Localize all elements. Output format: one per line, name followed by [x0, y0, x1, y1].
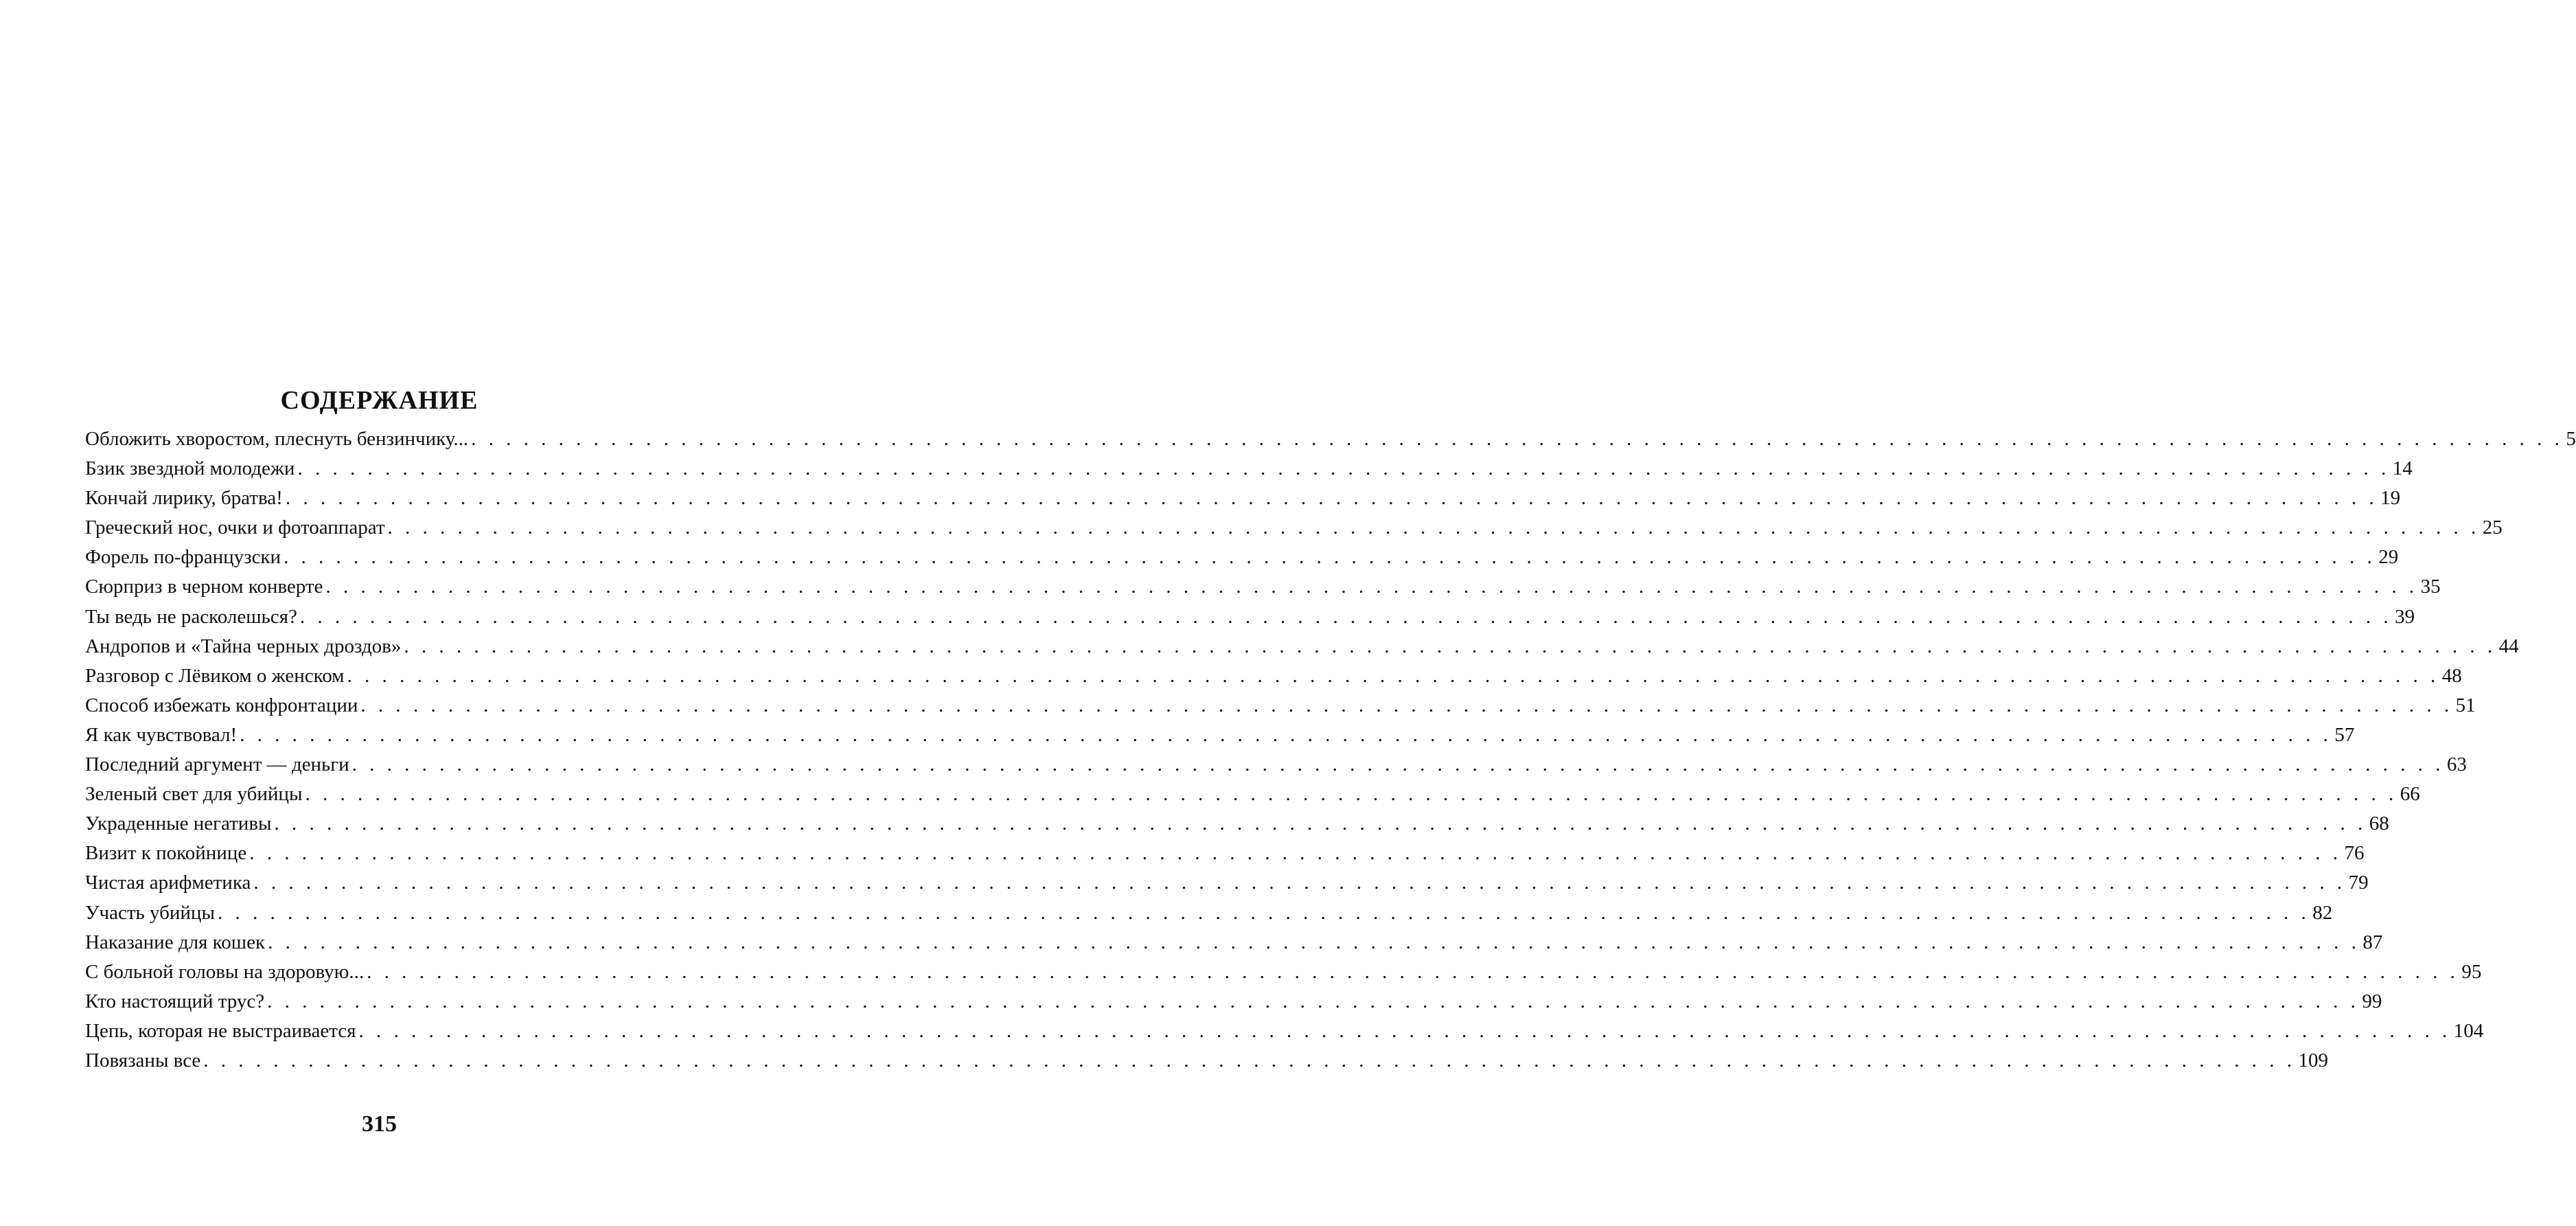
- dot-leader: . . . . . . . . . . . . . . . . . . . . . . . . . . . . . . . . . . . . . . . . . . . . . . . . . . . . . . . . . . . . . . . . . . . . . . . . . . . . . . . . . . . . . . . . . . . . . . . . . . . . . . . . . . . . . . . . . . . . . . . .: [285, 487, 2378, 510]
- toc-entry: [85, 750, 2467, 780]
- toc-entry: [85, 543, 2399, 572]
- toc-entry: [85, 868, 2369, 898]
- toc-entry: [85, 661, 2462, 691]
- toc-entry-title: Визит к покойнице: [85, 842, 247, 865]
- toc-entry-page: 25: [2482, 516, 2503, 539]
- toc-entry-title: С больной головы на здоровую...: [85, 960, 365, 983]
- toc-entry: [85, 987, 2382, 1017]
- toc-entry-title: Украденные негативы: [85, 813, 272, 835]
- toc-entry-title: Цепь, которая не выстраивается: [85, 1019, 356, 1042]
- toc-entry-page: 44: [2498, 635, 2519, 657]
- toc-entry-title: Форель по-французски: [85, 546, 281, 569]
- toc-entry-page: 48: [2441, 664, 2462, 687]
- toc-entry: [85, 484, 2401, 513]
- dot-leader: . . . . . . . . . . . . . . . . . . . . . . . . . . . . . . . . . . . . . . . . . . . . . . . . . . . . . . . . . . . . . . . . . . . . . . . . . . . . . . . . . . . . . . . . . . . . . . . . . . . . . . . . . . . . . . . . . . . . . . . .: [325, 576, 2418, 598]
- dot-leader: . . . . . . . . . . . . . . . . . . . . . . . . . . . . . . . . . . . . . . . . . . . . . . . . . . . . . . . . . . . . . . . . . . . . . . . . . . . . . . . . . . . . . . . . . . . . . . . . . . . . . . . . . . . . . . . . . . . . . . . .: [305, 783, 2397, 806]
- dot-leader: . . . . . . . . . . . . . . . . . . . . . . . . . . . . . . . . . . . . . . . . . . . . . . . . . . . . . . . . . . . . . . . . . . . . . . . . . . . . . . . . . . . . . . . . . . . . . . . . . . . . . . . . . . . . . . . . . . . . . . . .: [253, 872, 2346, 894]
- toc-entry: [85, 513, 2503, 543]
- toc-entry: [85, 957, 2482, 987]
- dot-leader: . . . . . . . . . . . . . . . . . . . . . . . . . . . . . . . . . . . . . . . . . . . . . . . . . . . . . . . . . . . . . . . . . . . . . . . . . . . . . . . . . . . . . . . . . . . . . . . . . . . . . . . . . . . . . . . . . . . . . . . .: [471, 428, 2564, 450]
- toc-entry: [85, 602, 2415, 632]
- toc-entry-title: Участь убийцы: [85, 901, 215, 924]
- toc-entry-page: 51: [2455, 694, 2476, 716]
- dot-leader: . . . . . . . . . . . . . . . . . . . . . . . . . . . . . . . . . . . . . . . . . . . . . . . . . . . . . . . . . . . . . . . . . . . . . . . . . . . . . . . . . . . . . . . . . . . . . . . . . . . . . . . . . . . . . . . . . . . . . . . .: [360, 694, 2453, 716]
- toc-entry-title: Повязаны все: [85, 1049, 201, 1071]
- toc-entry-title: Обложить хворостом, плеснуть бензинчику...: [85, 428, 469, 450]
- toc-entry: [85, 720, 2355, 750]
- dot-leader: . . . . . . . . . . . . . . . . . . . . . . . . . . . . . . . . . . . . . . . . . . . . . . . . . . . . . . . . . . . . . . . . . . . . . . . . . . . . . . . . . . . . . . . . . . . . . . . . . . . . . . . . . . . . . . . . . . . . . . . .: [203, 1049, 2296, 1071]
- toc-entry-page: 29: [2378, 546, 2399, 569]
- toc-entry-page: 68: [2369, 813, 2389, 835]
- toc-entry-title: Чистая арифметика: [85, 872, 251, 894]
- toc-entry-title: Зеленый свет для убийцы: [85, 783, 303, 806]
- toc-entry: [85, 809, 2389, 839]
- dot-leader: . . . . . . . . . . . . . . . . . . . . . . . . . . . . . . . . . . . . . . . . . . . . . . . . . . . . . . . . . . . . . . . . . . . . . . . . . . . . . . . . . . . . . . . . . . . . . . . . . . . . . . . . . . . . . . . . . . . . . . . .: [358, 1019, 2451, 1042]
- dot-leader: . . . . . . . . . . . . . . . . . . . . . . . . . . . . . . . . . . . . . . . . . . . . . . . . . . . . . . . . . . . . . . . . . . . . . . . . . . . . . . . . . . . . . . . . . . . . . . . . . . . . . . . . . . . . . . . . . . . . . . . .: [284, 546, 2376, 569]
- toc-entry-title: Андропов и «Тайна черных дроздов»: [85, 635, 402, 657]
- toc-entry-page: 39: [2395, 605, 2415, 628]
- toc-entry: [85, 691, 2476, 720]
- toc-entry-page: 95: [2461, 960, 2482, 983]
- toc-entry-title: Бзик звездной молодежи: [85, 457, 295, 480]
- dot-leader: . . . . . . . . . . . . . . . . . . . . . . . . . . . . . . . . . . . . . . . . . . . . . . . . . . . . . . . . . . . . . . . . . . . . . . . . . . . . . . . . . . . . . . . . . . . . . . . . . . . . . . . . . . . . . . . . . . . . . . . .: [297, 457, 2390, 480]
- toc-entry-title: Кто настоящий трус?: [85, 990, 265, 1012]
- toc-entry-page: 57: [2334, 723, 2355, 746]
- table-of-contents: [85, 424, 2576, 1076]
- dot-leader: . . . . . . . . . . . . . . . . . . . . . . . . . . . . . . . . . . . . . . . . . . . . . . . . . . . . . . . . . . . . . . . . . . . . . . . . . . . . . . . . . . . . . . . . . . . . . . . . . . . . . . . . . . . . . . . . . . . . . . . .: [387, 516, 2480, 539]
- toc-entry-page: 104: [2453, 1019, 2484, 1042]
- toc-entry: [85, 780, 2420, 809]
- toc-entry-page: 99: [2362, 990, 2382, 1012]
- toc-entry-page: 76: [2344, 842, 2365, 865]
- toc-entry: [85, 1017, 2484, 1046]
- toc-entry-page: 14: [2392, 457, 2413, 480]
- toc-entry-page: 79: [2348, 872, 2369, 894]
- toc-entry: [85, 928, 2383, 957]
- dot-leader: . . . . . . . . . . . . . . . . . . . . . . . . . . . . . . . . . . . . . . . . . . . . . . . . . . . . . . . . . . . . . . . . . . . . . . . . . . . . . . . . . . . . . . . . . . . . . . . . . . . . . . . . . . . . . . . . . . . . . . . .: [268, 931, 2360, 953]
- toc-entry-page: 87: [2362, 931, 2383, 953]
- dot-leader: . . . . . . . . . . . . . . . . . . . . . . . . . . . . . . . . . . . . . . . . . . . . . . . . . . . . . . . . . . . . . . . . . . . . . . . . . . . . . . . . . . . . . . . . . . . . . . . . . . . . . . . . . . . . . . . . . . . . . . . .: [249, 842, 2342, 865]
- toc-entry-title: Последний аргумент — деньги: [85, 753, 349, 776]
- toc-entry-title: Ты ведь не расколешься?: [85, 605, 297, 628]
- toc-entry-page: 19: [2380, 487, 2401, 510]
- toc-entry-page: 109: [2298, 1049, 2329, 1071]
- toc-entry-page: 63: [2446, 753, 2467, 776]
- toc-entry-title: Наказание для кошек: [85, 931, 266, 953]
- dot-leader: . . . . . . . . . . . . . . . . . . . . . . . . . . . . . . . . . . . . . . . . . . . . . . . . . . . . . . . . . . . . . . . . . . . . . . . . . . . . . . . . . . . . . . . . . . . . . . . . . . . . . . . . . . . . . . . . . . . . . . . .: [217, 901, 2310, 924]
- toc-entry: [85, 572, 2441, 602]
- toc-entry: [85, 454, 2413, 484]
- dot-leader: . . . . . . . . . . . . . . . . . . . . . . . . . . . . . . . . . . . . . . . . . . . . . . . . . . . . . . . . . . . . . . . . . . . . . . . . . . . . . . . . . . . . . . . . . . . . . . . . . . . . . . . . . . . . . . . . . . . . . . . .: [299, 605, 2393, 628]
- page-number: 315: [362, 1111, 397, 1137]
- toc-entry: [85, 632, 2519, 661]
- dot-leader: . . . . . . . . . . . . . . . . . . . . . . . . . . . . . . . . . . . . . . . . . . . . . . . . . . . . . . . . . . . . . . . . . . . . . . . . . . . . . . . . . . . . . . . . . . . . . . . . . . . . . . . . . . . . . . . . . . . . . . . .: [267, 990, 2360, 1012]
- dot-leader: . . . . . . . . . . . . . . . . . . . . . . . . . . . . . . . . . . . . . . . . . . . . . . . . . . . . . . . . . . . . . . . . . . . . . . . . . . . . . . . . . . . . . . . . . . . . . . . . . . . . . . . . . . . . . . . . . . . . . . . .: [240, 723, 2332, 746]
- toc-entry-title: Греческий нос, очки и фотоаппарат: [85, 516, 385, 539]
- toc-entry-title: Разговор с Лёвиком о женском: [85, 664, 345, 687]
- dot-leader: . . . . . . . . . . . . . . . . . . . . . . . . . . . . . . . . . . . . . . . . . . . . . . . . . . . . . . . . . . . . . . . . . . . . . . . . . . . . . . . . . . . . . . . . . . . . . . . . . . . . . . . . . . . . . . . . . . . . . . . .: [367, 960, 2459, 983]
- toc-entry: [85, 424, 2576, 454]
- dot-leader: . . . . . . . . . . . . . . . . . . . . . . . . . . . . . . . . . . . . . . . . . . . . . . . . . . . . . . . . . . . . . . . . . . . . . . . . . . . . . . . . . . . . . . . . . . . . . . . . . . . . . . . . . . . . . . . . . . . . . . . .: [352, 753, 2444, 776]
- toc-entry-title: Сюрприз в черном конверте: [85, 576, 323, 598]
- toc-entry: [85, 898, 2333, 928]
- dot-leader: . . . . . . . . . . . . . . . . . . . . . . . . . . . . . . . . . . . . . . . . . . . . . . . . . . . . . . . . . . . . . . . . . . . . . . . . . . . . . . . . . . . . . . . . . . . . . . . . . . . . . . . . . . . . . . . . . . . . . . . .: [404, 635, 2496, 657]
- toc-entry-page: 5: [2566, 428, 2576, 450]
- toc-entry-title: Я как чувствовал!: [85, 723, 238, 746]
- toc-entry: [85, 839, 2365, 868]
- dot-leader: . . . . . . . . . . . . . . . . . . . . . . . . . . . . . . . . . . . . . . . . . . . . . . . . . . . . . . . . . . . . . . . . . . . . . . . . . . . . . . . . . . . . . . . . . . . . . . . . . . . . . . . . . . . . . . . . . . . . . . . .: [347, 664, 2439, 687]
- toc-entry-page: 82: [2312, 901, 2333, 924]
- dot-leader: . . . . . . . . . . . . . . . . . . . . . . . . . . . . . . . . . . . . . . . . . . . . . . . . . . . . . . . . . . . . . . . . . . . . . . . . . . . . . . . . . . . . . . . . . . . . . . . . . . . . . . . . . . . . . . . . . . . . . . . .: [274, 813, 2367, 835]
- page-title: СОДЕРЖАНИЕ: [280, 386, 479, 416]
- toc-entry-page: 35: [2420, 576, 2441, 598]
- toc-entry-page: 66: [2400, 783, 2420, 806]
- toc-entry-title: Способ избежать конфронтации: [85, 694, 358, 716]
- toc-entry: [85, 1046, 2329, 1076]
- toc-entry-title: Кончай лирику, братва!: [85, 487, 283, 510]
